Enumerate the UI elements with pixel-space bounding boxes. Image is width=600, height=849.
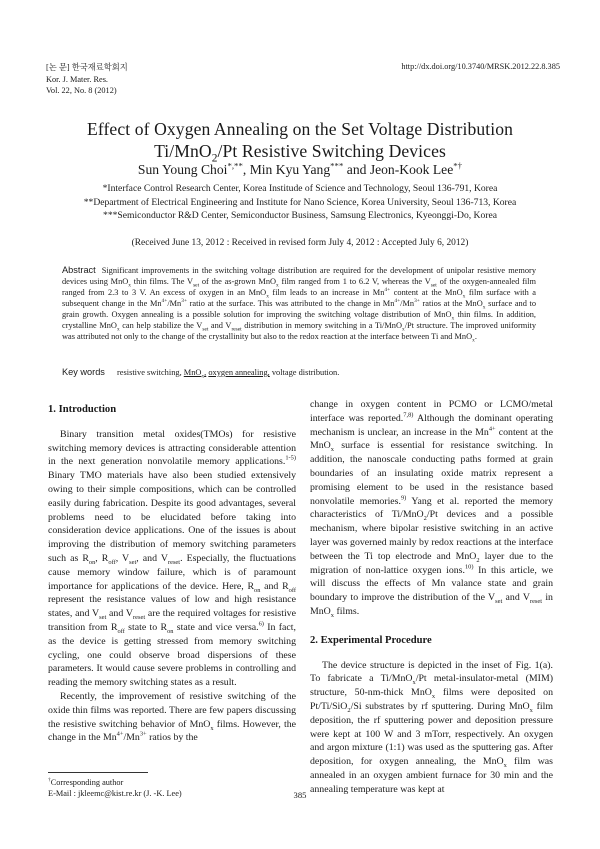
journal-abbrev: Kor. J. Mater. Res. xyxy=(46,74,108,84)
intro-paragraph-2: Recently, the improvement of resistive switching of the oxide thin films was reported. There are few papers discussing the resistive switching behavior of MnO$_x$ films. However, the change in the $Mn^{4+}/Mn^{3+}$ ratios by the xyxy=(48,690,296,744)
right-column xyxy=(310,398,553,797)
abstract-label: Abstract xyxy=(62,265,96,275)
title-line-2: Ti/MnO$_2$/Pt Resistive Switching Devices xyxy=(154,141,446,165)
journal-info xyxy=(46,62,128,97)
intro-paragraph-2-continued: change in oxygen content in PCMO or LCMO/metal interface was reported.$^{7,8)}$ Although the dominant operating mechanism is unclear, an increase in the $Mn^{4+}$ content at the MnO$_x$ surface is essential for resistance switching. In addition, the nanoscale conducting paths formed at grain boundaries of an insulating oxide matrix represent a promising element to be used in the resistance based nonvolatile memories.$^{9)}$ Yang et al. reported the memory characteristics of Ti/MnO$_2$/Pt devices and a possible mechanism, where bipolar resistive switching in an active layer was governed mainly by redox reactions at the interface between the Ti top electrode and MnO$_2$ layer due to the migration of non-lattice oxygen ions.$^{10)}$ In this article, we will discuss the effects of Mn valance state and grain boundary to improve the distribution of the $V_{set}$ and $V_{reset}$ in MnO$_x$ films. xyxy=(310,399,554,619)
footnote-rule xyxy=(48,772,148,773)
keyword-1: resistive switching, xyxy=(117,368,182,377)
paper-title xyxy=(0,118,600,165)
page-number: 385 xyxy=(293,790,307,800)
received-dates: (Received June 13, 2012 : Received in revised form July 4, 2012 : Accepted July 6, 2012) xyxy=(131,238,469,248)
keywords-label: Key words xyxy=(62,367,105,377)
affiliations xyxy=(0,182,600,223)
keyword-3[interactable]: oxygen annealing, xyxy=(208,368,270,377)
authors: Sun Young Choi*,**, Min Kyu Yang*** and Jeon-Kook Lee*† xyxy=(137,160,463,177)
doi-link[interactable]: http://dx.doi.org/10.3740/MRSK.2012.22.8.385 xyxy=(401,62,560,71)
intro-paragraph-1: Binary transition metal oxides(TMOs) for resistive switching memory devices is attracting considerable attention in the next generation nonvolatile memory applications.$^{1-5)}$ Binary TMO materials have also been studied extensively owing to their simple compositions, which can be controlled easily during fabrication. Despite its good advantages, several problems need to be elucidated before taking into consideration device applications. One of the issues is about improving the distribution of memory switching parameters such as $R_{on}$, $R_{off}$, $V_{set}$, and $V_{reset}$. Especially, the fluctuations cause memory window failure, which is of paramount importance for applications of the device. Here, $R_{on}$ and $R_{off}$ represent the resistance values of low and high resistance states, and $V_{set}$ and $V_{reset}$ are the required voltages for resistive transition from $R_{off}$ state to $R_{on}$ state and vice versa.$^{6)}$ In fact, as the device is getting stressed from memory switching cycling, one could observe broad dispersions of these parameters. It would cause severe problems in controlling and reading the memory switching states as a result. xyxy=(48,428,297,689)
corresponding-author: †Corresponding author xyxy=(48,777,124,787)
affiliation-3: ***Semiconductor R&D Center, Semiconductor Business, Samsung Electronics, Kyeonggi-Do, Korea xyxy=(103,210,497,221)
volume-issue: Vol. 22, No. 8 (2012) xyxy=(46,86,117,95)
abstract-text: Significant improvements in the switching voltage distribution are required for the development of unipolar resistive memory devices using MnO$_x$ thin films. The $V_{set}$ of the as-grown MnO$_x$ film ranged from 1 to 6.2 V, whereas the $V_{set}$ of the oxygen-annealed film ranged from 2.3 to 3 V. An excess of oxygen in an MnO$_x$ film leads to an increase in $Mn^{4+}$ content at the MnO$_x$ film surface with a subsequent change in the $Mn^{4+}/Mn^{3+}$ ratio at the surface. This was attributed to the change in $Mn^{4+}/Mn^{3+}$ ratios at the MnO$_x$ surface and to grain growth. Oxygen annealing is a possible solution for improving the switching voltage distribution of MnO$_x$ thin films. In addition, crystalline MnO$_x$ can help stabilize the $V_{set}$ and $V_{reset}$ distribution in memory switching in a Ti/MnO$_x$/Pt structure. The improved uniformity was attributed not only to the change of the crystallinity but also to the redox reaction at the interface between Ti and MnO$_x$. xyxy=(62,266,537,344)
affiliation-2: **Department of Electrical Engineering and Institute for Nano Science, Korea University, Seoul 136-713, Korea xyxy=(83,196,517,208)
journal-korean-name: [논 문] 한국재료학회지 xyxy=(46,63,128,72)
author-email[interactable]: E-Mail : jkleemc@kist.re.kr (J. -K. Lee) xyxy=(48,789,182,799)
experimental-heading: 2. Experimental Procedure xyxy=(310,634,432,646)
keyword-4: voltage distribution. xyxy=(271,368,340,377)
keywords xyxy=(62,367,536,380)
experimental-paragraph-1: The device structure is depicted in the inset of Fig. 1(a). To fabricate a Ti/MnO$_x$/Pt metal-insulator-metal (MIM) structure, 50-nm-thick MnO$_x$ films were deposited on Pt/Ti/SiO$_2$/Si substrates by rf sputtering. During MnO$_x$ film deposition, the rf sputtering power and deposition pressure were kept at 100 W and 3 mTorr, respectively. An oxygen and argon mixture (1:1) was used as the sputtering gas. After deposition, for oxygen annealing, the MnO$_x$ film was annealed in an oxygen ambient furnace for 30 min and the annealing temperature was kept at xyxy=(310,659,553,795)
keyword-2[interactable]: MnO$_x$, xyxy=(183,368,207,380)
affiliation-1: *Interface Control Research Center, Korea Institude of Science and Technology, Seoul 136-791, Korea xyxy=(102,183,498,194)
left-column xyxy=(48,398,296,745)
abstract xyxy=(62,265,536,342)
introduction-heading: 1. Introduction xyxy=(48,404,117,415)
title-line-1: Effect of Oxygen Annealing on the Set Voltage Distribution xyxy=(86,119,514,139)
